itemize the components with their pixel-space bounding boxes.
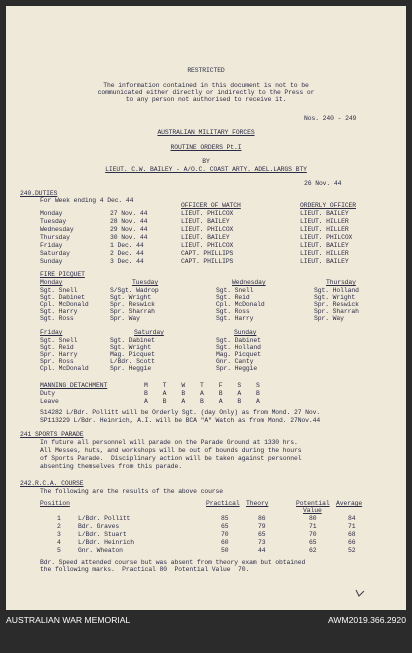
result-name: L/Bdr. Heinrich	[78, 539, 135, 546]
col-orderly-officer: ORDERLY OFFICER	[300, 202, 357, 209]
result-practical: 70	[221, 531, 229, 538]
notice-line-3: to any person not authorised to receive it.	[125, 96, 287, 103]
picquet-member: Spr. Reswick	[110, 301, 155, 308]
duty-date: 2 Dec. 44	[110, 250, 144, 257]
result-average: 71	[348, 523, 356, 530]
leave-values: A B A B A B A	[144, 398, 260, 405]
duty-watch: LIEUT. PHILCOX	[181, 242, 234, 249]
result-average: 52	[348, 547, 356, 554]
col-potential-value: Value	[303, 507, 322, 514]
notice-line-2: communicated either directly or indirectly to the Press or	[97, 89, 315, 96]
duty-label: Duty	[40, 390, 55, 397]
picquet-day: Sunday	[234, 329, 257, 336]
picquet-member: Sgt. Snell	[40, 337, 78, 344]
picquet-day: Saturday	[134, 329, 164, 336]
picquet-member: Spr. Way	[110, 315, 140, 322]
duty-orderly: LIEUT. HILLER	[300, 226, 349, 233]
result-potential: 70	[309, 531, 317, 538]
col-average: Average	[336, 500, 363, 507]
result-average: 84	[348, 515, 356, 522]
duties-heading: 240.DUTIES	[20, 190, 58, 197]
picquet-member: Sgt. Dabinet	[216, 337, 261, 344]
picquet-member: Mag. Picquet	[216, 351, 261, 358]
restricted-label: RESTRICTED	[187, 67, 225, 74]
picquet-member: Sgt. Ross	[40, 315, 74, 322]
result-position: 3	[57, 531, 61, 538]
duty-orderly: LIEUT. BAILEY	[300, 210, 349, 217]
result-practical: 50	[221, 547, 229, 554]
sports-line-3: of Sports Parade. Disciplinary action will be taken against personnel	[40, 455, 302, 462]
picquet-member: Sgt. Wright	[314, 294, 356, 301]
picquet-day: Thursday	[326, 279, 356, 286]
rca-intro: The following are the results of the above course	[40, 488, 224, 495]
fire-picquet-heading: FIRE PICQUET	[40, 271, 85, 278]
result-practical: 85	[221, 515, 229, 522]
archive-reference: AWM2019.366.2920	[327, 615, 406, 625]
duty-orderly: LIEUT. HILLER	[300, 250, 349, 257]
duty-orderly: LIEUT. BAILEY	[300, 258, 349, 265]
picquet-member: Spr. Harry	[40, 351, 78, 358]
duty-day: Monday	[40, 210, 63, 217]
picquet-member: Sgt. Holland	[314, 287, 359, 294]
result-theory: 65	[258, 531, 266, 538]
duty-watch: LIEUT. PHILCOX	[181, 226, 234, 233]
picquet-member: Cpl. McDonald	[40, 365, 89, 372]
picquet-day: Wednesday	[232, 279, 266, 286]
col-potential: Potential	[296, 500, 330, 507]
picquet-member: Spr. Heggie	[110, 365, 152, 372]
duty-watch: CAPT. PHILLIPS	[181, 258, 234, 265]
picquet-member: Sgt. Wright	[110, 294, 152, 301]
picquet-member: Spr. Heggie	[216, 365, 258, 372]
result-potential: 65	[309, 539, 317, 546]
result-name: Gnr. Wheaton	[78, 547, 123, 554]
picquet-day: Friday	[40, 329, 63, 336]
duty-watch: LIEUT. BAILEY	[181, 234, 230, 241]
manning-days-header: M T W T F S S	[144, 382, 260, 389]
picquet-member: Sgt. Holland	[216, 344, 261, 351]
picquet-member: Gnr. Canty	[216, 358, 254, 365]
by-label: BY	[202, 158, 210, 165]
duty-day: Friday	[40, 242, 63, 249]
manning-heading: MANNING DETACHMENT	[40, 382, 108, 389]
result-position: 5	[57, 547, 61, 554]
org-title: AUSTRALIAN MILITARY FORCES	[157, 129, 255, 136]
rca-note-1: Bdr. Speed attended course but was absent from theory exam but obtained	[40, 559, 306, 566]
picquet-member: Sgt. Wright	[110, 344, 152, 351]
duty-day: Thursday	[40, 234, 70, 241]
duty-watch: LIEUT. PHILCOX	[181, 210, 234, 217]
order-date: 26 Nov. 44	[304, 180, 342, 187]
picquet-member: Spr. Reswick	[314, 301, 359, 308]
sports-line-1: In future all personnel will parade on the Parade Ground at 1330 hrs.	[40, 439, 298, 446]
picquet-member: Spr. Ross	[40, 358, 74, 365]
col-theory: Theory	[246, 500, 269, 507]
picquet-member: Sgt. Dabinet	[110, 337, 155, 344]
leave-label: Leave	[40, 398, 59, 405]
duty-date: 30 Nov. 44	[110, 234, 148, 241]
duty-date: 3 Dec. 44	[110, 258, 144, 265]
picquet-member: Sgt. Harry	[216, 315, 254, 322]
picquet-member: Sgt. Snell	[40, 287, 78, 294]
rca-heading: 242.R.C.A. COURSE	[20, 480, 84, 487]
notice-line-1: The information contained in this document is not to be	[103, 82, 309, 89]
picquet-member: Sgt. Snell	[216, 287, 254, 294]
duty-orderly: LIEUT. HILLER	[300, 218, 349, 225]
duty-values: B A B A B A B	[144, 390, 260, 397]
picquet-day: Monday	[40, 279, 63, 286]
duty-date: 29 Nov. 44	[110, 226, 148, 233]
manning-note-1: S14282 L/Bdr. Pollitt will be Orderly Sgt. (day Only) as from Mond. 27 Nov.	[40, 409, 321, 416]
result-potential: 71	[309, 523, 317, 530]
result-theory: 79	[258, 523, 266, 530]
result-position: 4	[57, 539, 61, 546]
result-practical: 60	[221, 539, 229, 546]
week-ending: For Week ending 4 Dec. 44	[40, 197, 134, 204]
result-practical: 65	[221, 523, 229, 530]
picquet-member: Sgt. Reid	[216, 294, 250, 301]
duty-watch: LIEUT. BAILEY	[181, 218, 230, 225]
duty-day: Saturday	[40, 250, 70, 257]
result-name: Bdr. Graves	[78, 523, 120, 530]
picquet-member: Sgt. Ross	[216, 308, 250, 315]
picquet-member: Mag. Picquet	[110, 351, 155, 358]
picquet-member: Spr. Way	[314, 315, 344, 322]
duty-watch: CAPT. PHILLIPS	[181, 250, 234, 257]
col-position: Position	[40, 500, 70, 507]
picquet-member: Spr. Sharrah	[314, 308, 359, 315]
duty-orderly: LIEUT. PHILCOX	[300, 234, 353, 241]
duty-day: Wednesday	[40, 226, 74, 233]
duty-day: Tuesday	[40, 218, 67, 225]
sports-line-2: All Messes, huts, and workshops will be out of bounds during the hours	[40, 447, 302, 454]
duty-date: 27 Nov. 44	[110, 210, 148, 217]
orders-title: ROUTINE ORDERS Pt.I	[170, 144, 242, 151]
picquet-member: S/Sgt. Wadrop	[110, 287, 159, 294]
picquet-member: Cpl. McDonald	[40, 301, 89, 308]
result-position: 2	[57, 523, 61, 530]
picquet-member: Sgt. Harry	[40, 308, 78, 315]
sports-heading: 241 SPORTS PARADE	[20, 431, 84, 438]
duty-date: 1 Dec. 44	[110, 242, 144, 249]
result-name: L/Bdr. Stuart	[78, 531, 127, 538]
archive-name: AUSTRALIAN WAR MEMORIAL	[6, 615, 131, 625]
picquet-member: Spr. Sharrah	[110, 308, 155, 315]
manning-note-2: SP113229 L/Bdr. Heinrich, A.I. will be BCA "A" Watch as from Mond. 27Nov.44	[40, 417, 321, 424]
result-theory: 73	[258, 539, 266, 546]
picquet-member: L/Bdr. Scott	[110, 358, 155, 365]
result-theory: 44	[258, 547, 266, 554]
result-position: 1	[57, 515, 61, 522]
result-average: 66	[348, 539, 356, 546]
sports-line-4: absenting themselves from this parade.	[40, 463, 182, 470]
pencil-mark-icon	[354, 588, 366, 598]
picquet-day: Tuesday	[132, 279, 159, 286]
picquet-member: Sgt. Dabinet	[40, 294, 85, 301]
order-numbers: Nos. 240 - 249	[304, 115, 357, 122]
col-officer-of-watch: OFFICER OF WATCH	[181, 202, 241, 209]
result-potential: 80	[309, 515, 317, 522]
picquet-member: Sgt. Reid	[40, 344, 74, 351]
duty-day: Sunday	[40, 258, 63, 265]
result-potential: 62	[309, 547, 317, 554]
commanding-officer: LIEUT. C.W. BAILEY - A/O.C. COAST ARTY. ADEL.LARGS BTY	[105, 166, 307, 173]
rca-note-2: the following marks. Practical 80 Potential Value 70.	[40, 566, 250, 573]
duty-date: 28 Nov. 44	[110, 218, 148, 225]
picquet-member: Cpl. McDonald	[216, 301, 265, 308]
result-theory: 86	[258, 515, 266, 522]
result-average: 68	[348, 531, 356, 538]
col-practical: Practical	[206, 500, 240, 507]
result-name: L/Bdr. Pollitt	[78, 515, 131, 522]
duty-orderly: LIEUT. BAILEY	[300, 242, 349, 249]
